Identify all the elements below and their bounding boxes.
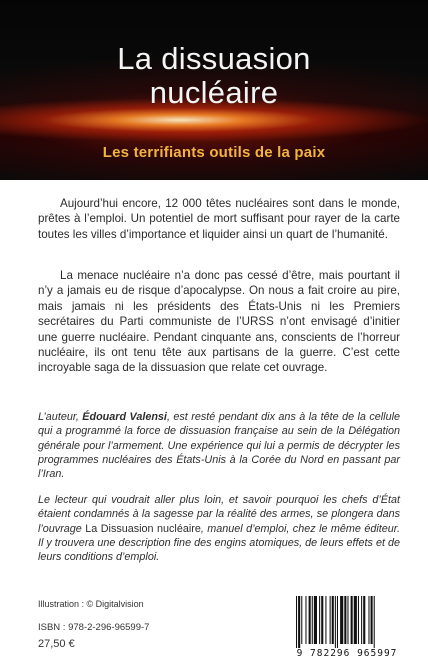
book-title-line-1: La dissuasion	[117, 41, 311, 76]
book-price: 27,50 €	[38, 638, 75, 650]
related-book-title: La Dissuasion nucléaire	[85, 522, 201, 535]
barcode-digits: 9 782296 965997	[296, 648, 398, 659]
isbn-number: ISBN : 978-2-296-96599-7	[38, 622, 150, 633]
author-note-prefix: L’auteur,	[38, 411, 83, 423]
reader-note	[38, 493, 400, 564]
author-note-text: , est resté pendant dix ans à la tête de la cellule qui a programmé la force de dissuasion française au sein de la Délégation générale pour l’armement. Une expérience qui lui a permis de décrypter les programmes nucléaires des États-Unis à la Corée du Nord en passant par l’Iran.	[38, 411, 400, 481]
reader-note-text-before: Le lecteur qui voudrait aller plus loin, et savoir pourquoi les chefs d’État étaient condamnés à la sagesse par la réalité des armes, se plongera dans l’ouvrage	[38, 494, 400, 535]
author-note	[38, 410, 400, 481]
illustration-credit: Illustration : © Digitalvision	[38, 599, 144, 609]
summary-paragraph-2: La menace nucléaire n’a donc pas cessé d’être, mais pourtant il n’y a jamais eu de risque d’apocalypse. On nous a fait croire au pire, mais jamais ni les présidents des États-Unis ni les Premiers secrétaires du Parti communiste de l’URSS n’ont envisagé d’initier une guerre nucléaire. Pendant cinquante ans, conscients de l’horreur nucléaire, ils ont tenu tête aux partisans de la guerre. C’est cette incroyable saga de la dissuasion que relate cet ouvrage.	[38, 269, 400, 375]
book-subtitle: Les terrifiants outils de la paix	[102, 144, 326, 161]
barcode-bars-icon	[294, 596, 400, 648]
book-title-line-2: nucléaire	[149, 75, 279, 110]
author-name: Édouard Valensi	[82, 411, 167, 423]
book-title	[0, 42, 428, 110]
reader-note-text-after: , manuel d’emploi, chez le même éditeur. Il y trouvera une description fine des engins atomiques, de leurs effets et de leurs conditions d’emploi.	[38, 522, 400, 564]
barcode	[288, 592, 406, 662]
cover-header-banner	[0, 0, 428, 180]
summary-paragraph-1: Aujourd’hui encore, 12 000 têtes nucléaires sont dans le monde, prêtes à l’emploi. Un potentiel de mort suffisant pour rayer de la carte toutes les villes d’importance et liquider ainsi un quart de l’humanité.	[38, 197, 400, 241]
